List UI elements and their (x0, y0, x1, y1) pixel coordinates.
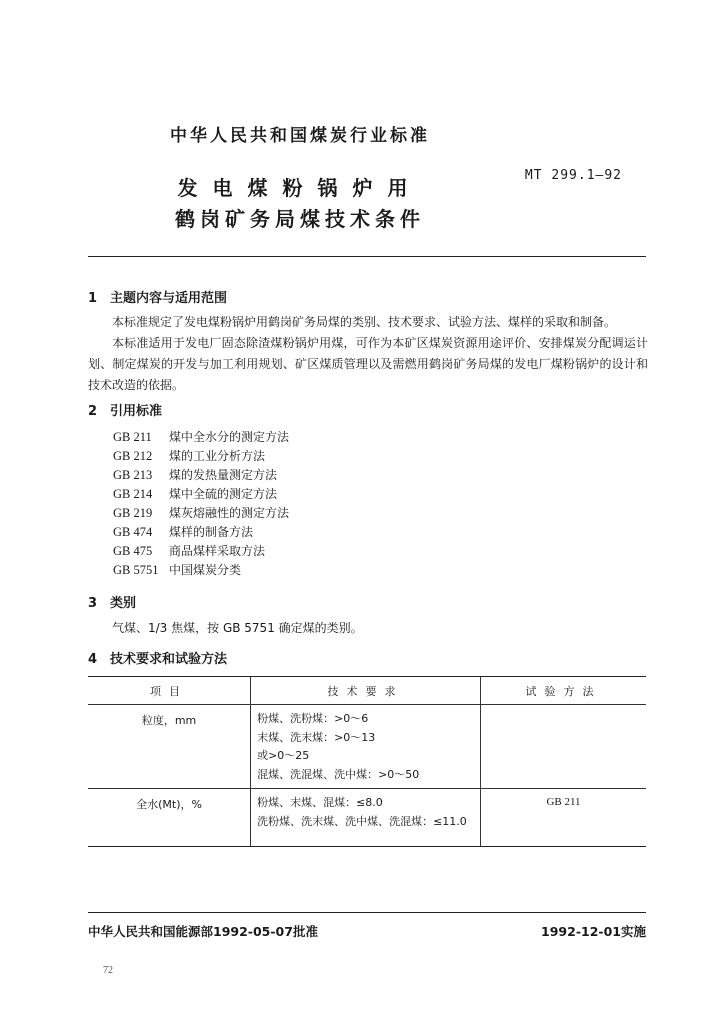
table-header-item: 项目 (88, 677, 251, 705)
requirement-line: 末煤、洗末煤：>0～13 (257, 730, 376, 744)
requirement-line: 粉煤、末煤、混煤：≤8.0 (257, 796, 383, 809)
reference-item (113, 428, 289, 445)
section-1-paragraph-1: 本标准规定了发电煤粉锅炉用鹤岗矿务局煤的类别、技术要求、试验方法、煤样的采取和制备。 (112, 315, 617, 329)
reference-code: GB 212 (113, 449, 153, 463)
section-title: 类别 (110, 596, 137, 611)
requirement-line: 洗粉煤、洗末煤、洗中煤、洗混煤：≤11.0 (257, 814, 467, 828)
row-method: GB 211 (546, 796, 581, 808)
reference-item (113, 542, 265, 559)
requirement-line: 混煤、洗混煤、洗中煤：>0～50 (257, 767, 420, 781)
reference-code: GB 475 (113, 544, 153, 558)
row-item: 粒度，mm (141, 714, 197, 727)
section-1-paragraph-2: 本标准适用于发电厂固态除渣煤粉锅炉用煤，可作为本矿区煤炭资源用途评价、安排煤炭分配调运计划、制定煤炭的开发与加工利用规划、矿区煤质管理以及需燃用鹤岗矿务局煤的发电厂煤粉锅炉的设计和技术改造的依据。 (88, 336, 648, 392)
row-item: 全水(Mt)，% (136, 798, 202, 811)
reference-item (113, 447, 265, 464)
reference-code: GB 213 (113, 468, 153, 482)
reference-item (113, 466, 277, 483)
reference-title: 煤的发热量测定方法 (169, 468, 278, 482)
reference-title: 煤中全硫的测定方法 (169, 487, 278, 501)
section-title: 技术要求和试验方法 (110, 652, 228, 667)
section-number: 1 (88, 291, 98, 306)
section-2-heading (88, 400, 162, 419)
section-title: 引用标准 (110, 404, 163, 419)
reference-title: 煤样的制备方法 (169, 525, 254, 539)
reference-item (113, 485, 277, 502)
table-header-row (88, 677, 646, 705)
section-number: 3 (88, 596, 98, 611)
section-3-paragraph: 气煤、1/3 焦煤，按 GB 5751 确定煤的类别。 (112, 621, 363, 635)
section-1-heading (88, 287, 227, 306)
header-divider (88, 256, 646, 257)
section-number: 4 (88, 652, 98, 667)
requirements-table (88, 677, 646, 846)
section-number: 2 (88, 404, 98, 419)
reference-code: GB 211 (113, 430, 152, 444)
reference-title: 中国煤炭分类 (169, 563, 242, 577)
reference-code: GB 5751 (113, 563, 159, 577)
requirement-line: 粉煤、洗粉煤：>0～6 (257, 712, 369, 725)
section-4-heading (88, 648, 227, 667)
reference-title: 煤灰熔融性的测定方法 (169, 506, 290, 520)
table-row (88, 705, 646, 789)
section-title: 主题内容与适用范围 (110, 291, 228, 306)
requirement-line: 或>0～25 (257, 749, 310, 762)
table-header-method: 试验方法 (481, 677, 647, 705)
reference-code: GB 214 (113, 487, 153, 501)
approval-line: 中华人民共和国能源部1992-05-07批准 (88, 924, 318, 939)
row-method (481, 710, 646, 712)
reference-code: GB 474 (113, 525, 153, 539)
table-bottom-rule (88, 846, 646, 847)
document-title-line-2: 鹤岗矿务局煤技术条件 (175, 207, 425, 231)
reference-title: 商品煤样采取方法 (169, 544, 266, 558)
reference-code: GB 219 (113, 506, 153, 520)
page-number: 72 (103, 965, 113, 976)
standard-code: MT 299.1—92 (524, 168, 622, 183)
standard-name: 中华人民共和国煤炭行业标准 (170, 126, 430, 146)
reference-title: 煤的工业分析方法 (169, 449, 266, 463)
implementation-date: 1992-12-01实施 (541, 924, 646, 939)
section-3-heading (88, 592, 136, 611)
table-header-requirements: 技术要求 (251, 677, 481, 705)
table-row (88, 789, 646, 847)
document-title-line-1: 发电煤粉锅炉用 (177, 176, 423, 200)
reference-item (113, 561, 241, 578)
footer-divider (88, 912, 646, 913)
reference-title: 煤中全水分的测定方法 (169, 430, 290, 444)
reference-item (113, 504, 289, 521)
reference-item (113, 523, 253, 540)
